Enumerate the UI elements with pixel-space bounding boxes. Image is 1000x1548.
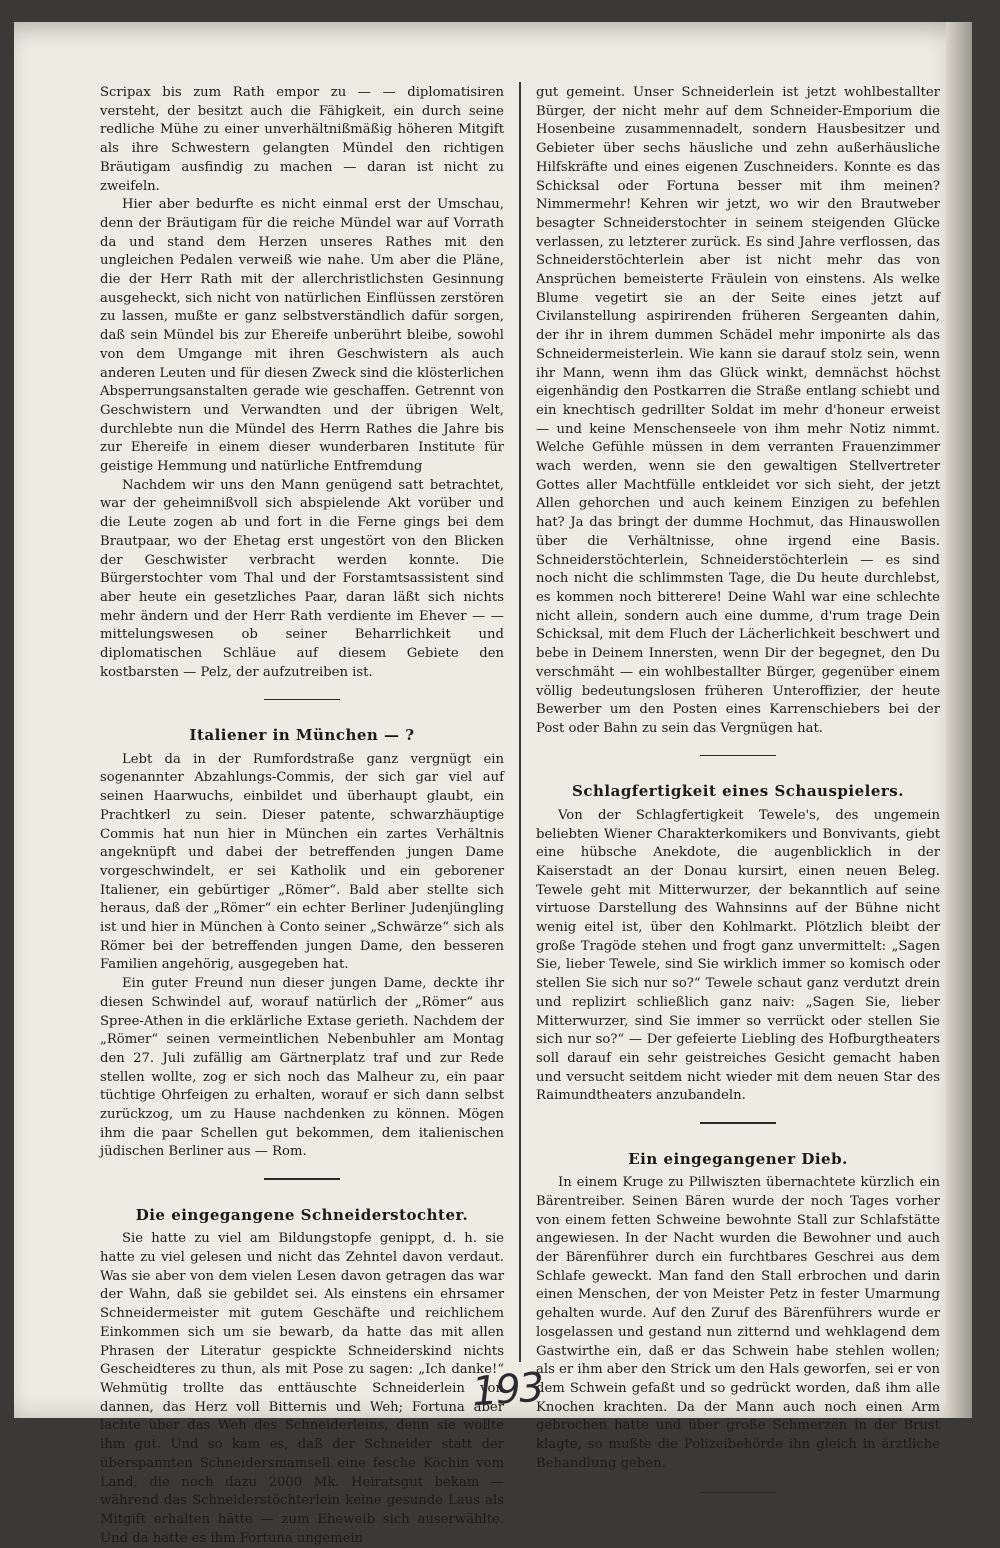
right-continuation-paragraph: gut gemeint. Unser Schneiderlein ist jetzt wohlbestallter Bürger, der nicht mehr auf dem Schneider-Emporium die Hosenbeine zusammennadelt, sondern Hausbesitzer und Gebieter über sechs häusliche und zehn außerhäusliche Hilfskräfte und eines eigenen Zuschneiders. Konnte es das Schicksal oder Fortuna besser mit ihm meinen? Nimmermehr! Kehren wir jetzt, wo wir den Brautweber besagter Schneiderstochter in seinem steigenden Glücke verlassen, zu letzterer zurück. Es sind Jahre verflossen, das Schneiderstöchterlein aber ist nicht mehr das von Ansprüchen bemeisterte Fräulein von einstens. Als welke Blume vegetirt sie an der Seite eines jetzt auf Civilanstellung aspirirenden früheren Sergeanten dahin, der ihr in ihrem dummen Schädel mehr imponirte als das Schneidermeisterlein. Wie kann sie darauf stolz sein, wenn ihr Mann, wenn ihm das Glück winkt, demnächst höchst eigenhändig den Postkarren die Straße entlang schiebt und ein knechtisch gedrillter Soldat im mehr d'honeur erweist — und keine Menschenseele von ihm mehr Notiz nimmt. Welche Gefühle müssen in dem verranten Frauenzimmer wach werden, wenn sie den gewaltigen Stellvertreter Gottes aller Machtfülle entkleidet vor sich sieht, der jetzt Allen gehorchen und auch keinem Einzigen zu befehlen hat? Ja das bringt der dumme Hochmut, das Hinauswollen über die Verhältnisse, ohne irgend eine Basis. Schneiderstöchterlein, Schneiderstöchterlein — es sind noch nicht die schlimmsten Tage, die Du heute durchlebst, es kommen noch bitterere! Deine Wahl war eine schlechte nicht allein, sondern auch eine dumme, d'rum trage Dein Schicksal, mit dem Fluch der Lächerlichkeit beschwert und bebe in Deinem Innersten, wenn Dir der begegnet, den Du verschmäht — ein wohlbestallter Bürger, gegenüber einem völlig bedeutungslosen früheren Unteroffizier, der heute Bewerber um den Posten eines Karrenschiebers bei der Post oder Bahn zu sein das Vergnügen hat. xyxy=(536,85,940,736)
article-dieb-paragraph-1: In einem Kruge zu Pillwiszten übernachtete kürzlich ein Bärentreiber. Seinen Bären wurde der noch Tages vorher von einem fetten Schweine bewohnte Stall zur Schlafstätte angewiesen. In der Nacht wurden die Bewohner und auch der Bärenführer durch ein furchtbares Geschrei aus dem Schlafe geweckt. Man fand den Stall erbrochen und darin einen Menschen, der von Meister Petz in fester Umarmung gehalten wurde. Auf den Zuruf des Bärenführers wurde er losgelassen und gestand nun zitternd und wehklagend dem Gastwirthe ein, daß er das Schwein habe stehlen wollen; als er ihm aber den Strick um den Hals geworfen, sei er von dem Schwein gefaßt und so gedrückt worden, daß ihm alle Knochen krachten. Da der Mann auch noch einen Arm gebrochen hatte und über große Schmerzen in der Brust klagte, so mußte die Polizeibehörde ihn gleich in ärztliche Behandlung geben. xyxy=(536,1175,940,1471)
right-column xyxy=(536,84,940,1493)
article-italiener-paragraph-2: Ein guter Freund nun dieser jungen Dame, deckte ihr diesen Schwindel auf, worauf natürlich der „Römer“ aus Spree-Athen in die erklärliche Extase gerieth. Nachdem der „Römer“ seinen vermeintlichen Nebenbuhler am Montag den 27. Juli zufällig am Gärtnerplatz traf und zur Rede stellen wollte, zog er sich noch das Malheur zu, ein paar tüchtige Ohrfeigen zu erhalten, worauf er sich dann selbst zurückzog, um zu Hause nachdenken zu können. Mögen ihm die paar Schellen gut bekommen, dem italienischen jüdischen Berliner aus — Rom. xyxy=(100,976,504,1160)
section-divider-3 xyxy=(700,755,776,757)
handwritten-page-number: 193 xyxy=(470,1364,544,1416)
newspaper-page xyxy=(14,22,972,1546)
column-divider xyxy=(519,82,521,1362)
article-schneiderstochter-paragraph-1: Sie hatte zu viel am Bildungstopfe genippt, d. h. sie hatte zu viel gelesen und nicht das Zehntel davon verdaut. Was sie aber von dem vielen Lesen davon getragen das war der Wahn, daß sie gebildet sei. Als einstens ein ehrsamer Schneidermeister mit gutem Geschäfte und reichlichem Einkommen sich um sie bewarb, da hatte das mit allen Phrasen der Literatur gespickte Schneiderskind nichts Gescheidteres zu thun, als mit Pose zu sagen: „Ich danke!“ Wehmütig trollte das enttäuschte Schneiderlein von dannen, das Herz voll Bitternis und Weh; Fortuna aber lachte über das Weh des Schneiderleins, denn sie wollte ihm gut. Und so kam es, daß der Schneider statt der überspannten Schneidersmamsell eine fesche Köchin vom Land, die noch dazu 2000 Mk. Heiratsgut bekam — während das Schneiderstöchterlein keine gesunde Laus als Mitgift erhalten hätte — zum Eheweib sich auserwählte. Und da hatte es ihm Fortuna ungemein xyxy=(100,1231,504,1546)
article-schlagfertigkeit-paragraph-1: Von der Schlagfertigkeit Tewele's, des ungemein beliebten Wiener Charakterkomikers und Bonvivants, giebt eine hübsche Anekdote, die augenblicklich in der Kaiserstadt an der Donau kursirt, einen neuen Beleg. Tewele geht mit Mitterwurzer, der bekanntlich auf seine virtuose Darstellung des Wahnsinns auf der Bühne nicht wenig eitel ist, über den Kohlmarkt. Plötzlich bleibt der große Tragöde stehen und frogt ganz unvermittelt: „Sagen Sie, lieber Tewele, sind Sie wirklich immer so komisch oder stellen Sie sich nur so?“ Tewele schaut ganz verdutzt drein und replizirt schließlich ganz naiv: „Sagen Sie, lieber Mitterwurzer, sind Sie immer so verrückt oder stellen Sie sich nur so?“ — Der gefeierte Liebling des Hofburgtheaters soll darauf ein sehr geistreiches Gesicht gemacht haben und versucht seitdem nicht wieder mit dem neuen Star des Raimundtheaters anzubandeln. xyxy=(536,807,940,1104)
article-title-schneiderstochter: Die eingegangene Schneiderstochter. xyxy=(135,1205,469,1224)
article-title-italiener: Italiener in München — ? xyxy=(189,726,415,744)
section-divider-2 xyxy=(264,1178,340,1180)
left-intro-paragraph-3: Nachdem wir uns den Mann genügend satt betrachtet, war der geheimnißvoll sich abspielende Akt vorüber und die Leute zogen ab und fort in die Ferne gings bei dem Brautpaar, wo der Ehetag erst ungestört von den Blicken der Geschwister verbracht werden konnte. Die Bürgerstochter vom Thal und der Forstamtsassistent sind aber heute ein gesetzliches Paar, daran läßt sich nichts mehr ändern und der Herr Rath verdiente im Ehever — — mittelungswesen ob seiner Beharrlichkeit und diplomatischen Schläue auf diesem Gebiete den kostbarsten — Pelz, der aufzutreiben ist. xyxy=(100,477,504,680)
article-italiener-paragraph-1: Lebt da in der Rumfordstraße ganz vergnügt ein sogenannter Abzahlungs-Commis, der sich gar viel auf seinen Haarwuchs, einbildet und überhaupt glaubt, ein Prachtkerl zu sein. Dieser patente, schwarzhäuptige Commis hat nun hier in München ein zartes Verhältnis angeknüpft und dabei der betreffenden jungen Dame vorgeschwindelt, er sei Katholik und ein geborener Italiener, ein gebürtiger „Römer“. Bald aber stellte sich heraus, daß der „Römer“ ein echter Berliner Judenjüngling ist und hier in München à Conto seiner „Schwärze“ sich als Römer bei der betreffenden jungen Dame, den besseren Familien angehörig, ausgegeben hat. xyxy=(100,751,504,973)
article-title-dieb: Ein eingegangener Dieb. xyxy=(628,1149,848,1168)
left-column xyxy=(100,84,504,1548)
left-intro-paragraph-1: Scripax bis zum Rath empor zu — — diplomatisiren versteht, der besitzt auch die Fähigkeit, ein durch seine redliche Mühe zu einer unverhältnißmäßig höheren Mitgift als ihre Schwestern gelangten Mündel den richtigen Bräutigam ausfindig zu machen — daran ist nicht zu zweifeln. xyxy=(100,85,504,194)
article-title-schlagfertigkeit: Schlagfertigkeit eines Schauspielers. xyxy=(572,782,904,801)
page-edge-shadow xyxy=(946,22,972,1418)
section-divider-5 xyxy=(700,1492,776,1494)
section-divider-4 xyxy=(700,1122,776,1124)
section-divider-1 xyxy=(264,699,340,701)
left-intro-paragraph-2: Hier aber bedurfte es nicht einmal erst der Umschau, denn der Bräutigam für die reiche Mündel war auf Vorrath da und stand dem Herzen unseres Rathes mit den ungleichen Pedalen verweiß wie nahe. Um aber die Pläne, die der Herr Rath mit der allerchristlichsten Gesinnung ausgeheckt, sich nicht von natürlichen Einflüssen zerstören zu lassen, mußte er ganz selbstverständlich dafür sorgen, daß sein Mündel bis zur Ehereife unberührt bleibe, sowohl von dem Umgange mit ihren Geschwistern als auch anderen Leuten und für diesen Zweck sind die klösterlichen Absperrungsanstalten gerade wie geschaffen. Getrennt von Geschwistern und Verwandten und der übrigen Welt, durchlebte nun die Mündel des Herrn Rathes die Jahre bis zur Ehereife in einem dieser wunderbaren Institute für geistige Hemmung und natürliche Entfremdung xyxy=(100,197,504,475)
